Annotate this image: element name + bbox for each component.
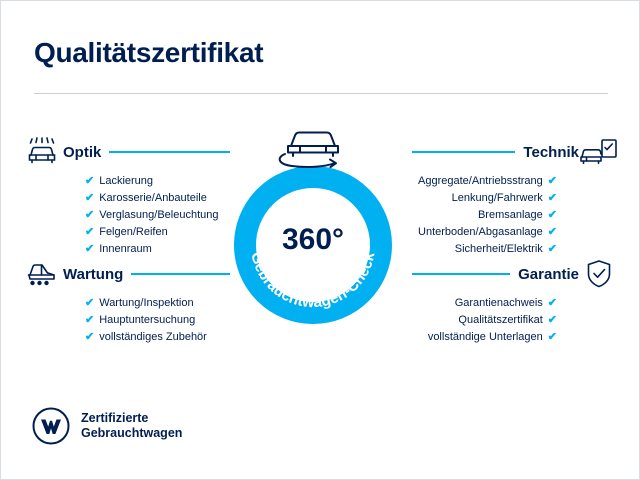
list-item-label: Verglasung/Beleuchtung — [99, 209, 219, 221]
section-wartung — [23, 259, 238, 362]
list-item-label: Lackierung — [99, 175, 154, 187]
check-icon: ✔ — [547, 175, 557, 187]
list-item — [404, 241, 557, 258]
check-icon: ✔ — [85, 297, 95, 309]
section-technik-list — [404, 173, 619, 258]
360-check-badge — [229, 161, 397, 329]
check-icon: ✔ — [85, 192, 95, 204]
section-optik-list — [23, 173, 238, 258]
title-divider — [34, 93, 608, 94]
svg-text:Gebrauchtwagen-Check: Gebrauchtwagen-Check — [247, 250, 379, 312]
check-icon: ✔ — [85, 209, 95, 221]
check-icon: ✔ — [547, 226, 557, 238]
list-item — [85, 329, 238, 346]
check-icon: ✔ — [85, 226, 95, 238]
list-item-label: Garantienachweis — [454, 297, 543, 309]
car-jack-icon — [23, 257, 63, 291]
list-item — [85, 207, 238, 224]
page-title: Qualitätszertifikat — [34, 37, 264, 68]
check-icon: ✔ — [85, 175, 95, 187]
section-technik — [404, 137, 619, 274]
car-checklist-icon — [579, 135, 619, 169]
list-item — [85, 224, 238, 241]
car-wash-icon — [23, 135, 63, 169]
list-item-label: Lenkung/Fahrwerk — [451, 192, 543, 204]
shield-check-icon — [579, 257, 619, 291]
footer-brand — [32, 407, 182, 445]
section-wartung-rule — [131, 273, 230, 275]
section-garantie-title: Garantie — [518, 265, 579, 283]
section-garantie-rule — [412, 273, 510, 275]
footer-text — [81, 411, 182, 441]
list-item — [85, 173, 238, 190]
check-icon: ✔ — [547, 209, 557, 221]
list-item — [404, 295, 557, 312]
list-item-label: Innenraum — [99, 243, 152, 255]
list-item — [404, 173, 557, 190]
check-icon: ✔ — [547, 297, 557, 309]
section-wartung-list — [23, 295, 238, 346]
section-wartung-title: Wartung — [63, 265, 124, 283]
check-icon: ✔ — [85, 314, 95, 326]
list-item — [404, 207, 557, 224]
section-technik-header — [404, 137, 619, 167]
list-item-label: Sicherheit/Elektrik — [454, 243, 543, 255]
list-item-label: Karosserie/Anbauteile — [99, 192, 207, 204]
list-item — [85, 241, 238, 258]
list-item — [404, 329, 557, 346]
list-item-label: Wartung/Inspektion — [99, 297, 194, 309]
section-optik-rule — [109, 151, 230, 153]
list-item — [404, 312, 557, 329]
vw-logo — [32, 407, 70, 445]
check-icon: ✔ — [547, 192, 557, 204]
list-item-label: Hauptuntersuchung — [99, 314, 196, 326]
footer-line-1: Zertifizierte — [81, 411, 149, 425]
check-icon: ✔ — [85, 331, 95, 343]
section-wartung-header — [23, 259, 238, 289]
check-icon: ✔ — [547, 243, 557, 255]
list-item-label: vollständige Unterlagen — [427, 331, 543, 343]
list-item — [404, 190, 557, 207]
check-icon: ✔ — [547, 331, 557, 343]
check-icon: ✔ — [85, 243, 95, 255]
section-optik-title: Optik — [63, 143, 102, 161]
section-optik-header — [23, 137, 238, 167]
section-optik — [23, 137, 238, 274]
list-item — [404, 224, 557, 241]
section-technik-rule — [412, 151, 515, 153]
footer-line-2: Gebrauchtwagen — [81, 426, 183, 440]
list-item-label: Felgen/Reifen — [99, 226, 168, 238]
section-garantie-header — [404, 259, 619, 289]
car-rotation-icon — [267, 124, 359, 170]
list-item-label: Unterboden/Abgasanlage — [418, 226, 543, 238]
list-item — [85, 295, 238, 312]
list-item-label: vollständiges Zubehör — [99, 331, 207, 343]
section-technik-title: Technik — [523, 143, 579, 161]
list-item-label: Bremsanlage — [477, 209, 543, 221]
list-item-label: Aggregate/Antriebsstrang — [418, 175, 543, 187]
section-garantie — [404, 259, 619, 362]
list-item — [85, 312, 238, 329]
check-icon: ✔ — [547, 314, 557, 326]
list-item-label: Qualitätszertifikat — [458, 314, 543, 326]
badge-degrees: 360° — [281, 223, 345, 256]
list-item — [85, 190, 238, 207]
section-garantie-list — [404, 295, 619, 346]
